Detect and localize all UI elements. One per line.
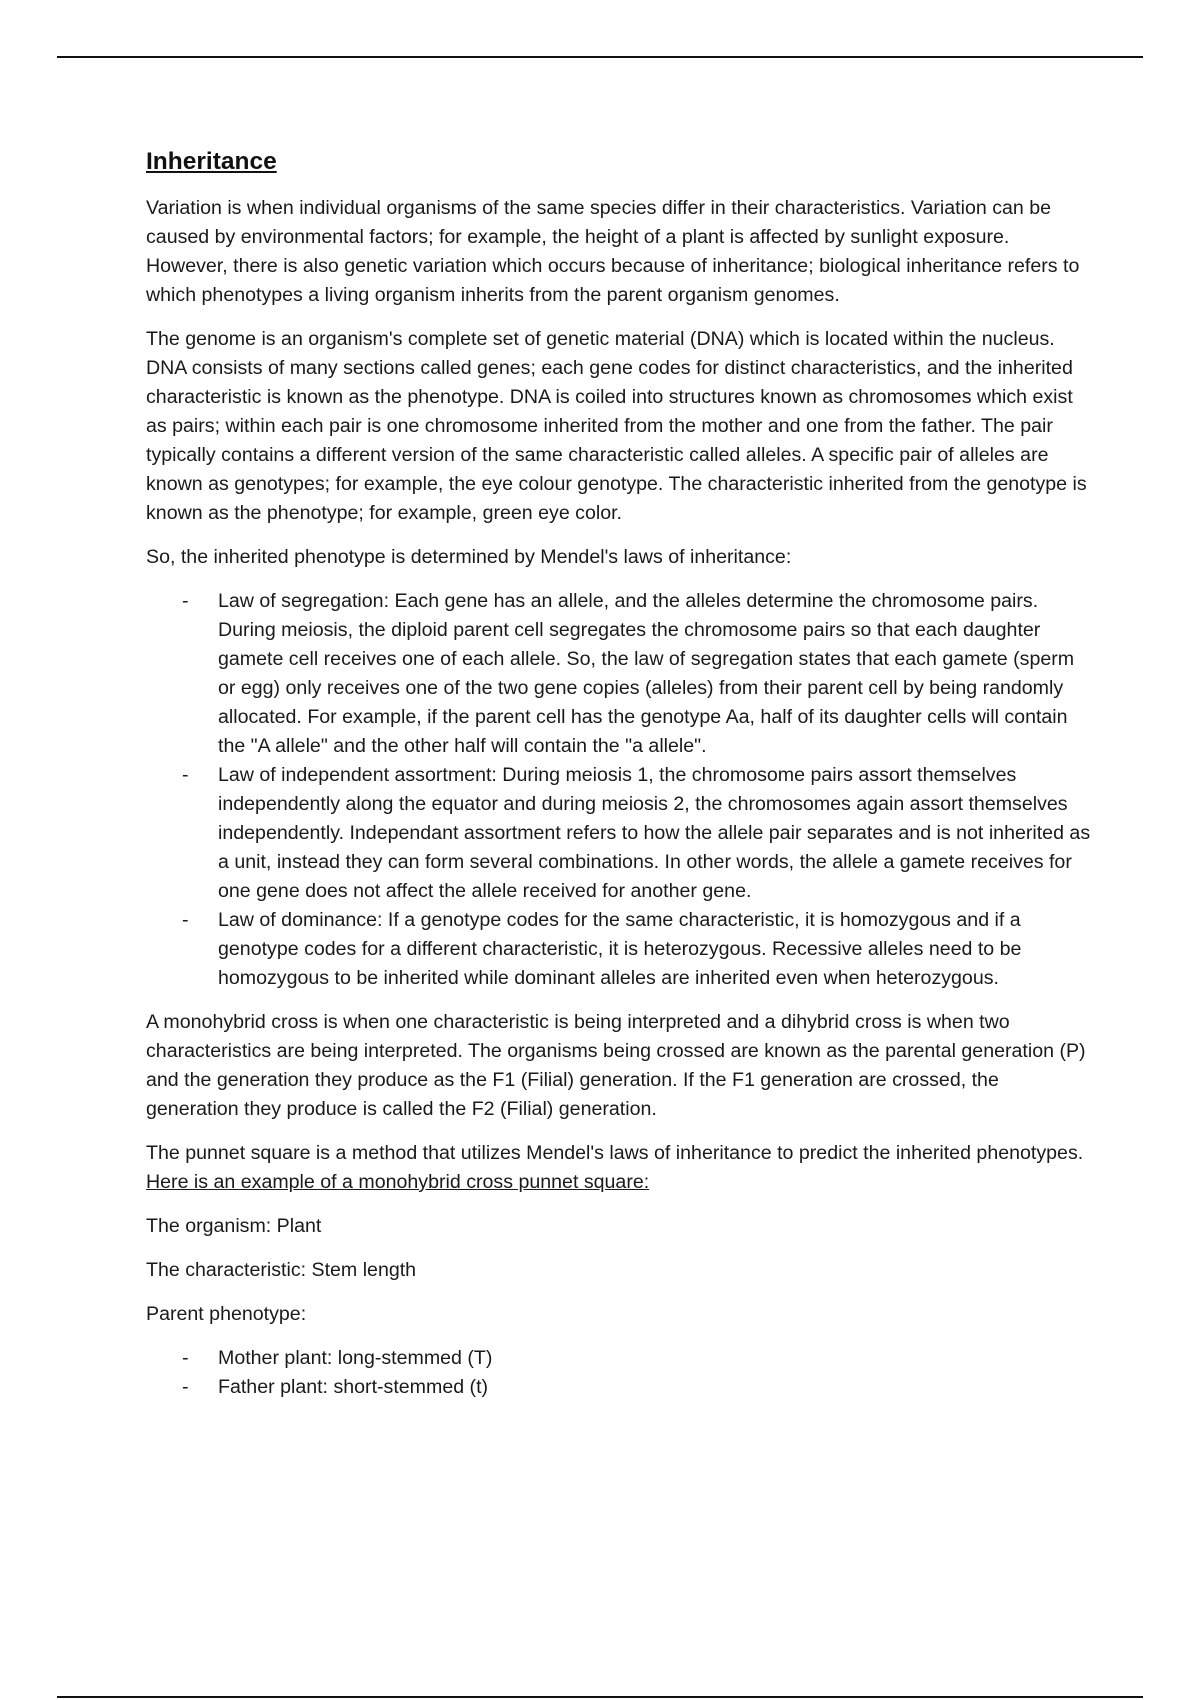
paragraph-mendel-intro: So, the inherited phenotype is determined by Mendel's laws of inheritance: [146,546,792,568]
paragraph-punnet [146,1139,1096,1197]
punnet-example-label: Here is an example of a monohybrid cross punnet square: [146,1171,650,1193]
document-page [146,146,1096,1417]
list-item-text: Law of segregation: Each gene has an allele, and the alleles determine the chromosome pairs. During meiosis, the diploid parent cell segregates the chromosome pairs so that each daughter gamete cell receives one of each allele. So, the law of segregation states that each gamete (sperm or egg) only receives one of the two gene copies (alleles) from their parent cell by being randomly allocated. For example, if the parent cell has the genotype Aa, half of its daughter cells will contain the "A allele" and the other half will contain the "a allele". [218,590,1075,757]
bullet-dash: - [182,1376,189,1398]
list-item-law-segregation [146,587,1096,761]
paragraph-genome: The genome is an organism's complete set of genetic material (DNA) which is located within the nucleus. DNA consists of many sections called genes; each gene codes for distinct characteristics, and the inherited characteristic is known as the phenotype. DNA is coiled into structures known as chromosomes which exist as pairs; within each pair is one chromosome inherited from the mother and one from the father. The pair typically contains a different version of the same characteristic called alleles. A specific pair of alleles are known as genotypes; for example, the eye colour genotype. The characteristic inherited from the genotype is known as the phenotype; for example, green eye color. [146,328,1087,524]
list-item-mother-plant [146,1344,1096,1373]
list-item-text: Mother plant: long-stemmed (T) [218,1347,493,1369]
bullet-dash: - [182,764,189,786]
organism-line: The organism: Plant [146,1215,322,1237]
page-title: Inheritance [146,148,277,175]
footer-rule [57,1696,1143,1698]
list-item-text: Law of independent assortment: During meiosis 1, the chromosome pairs assort themselves independently along the equator and during meiosis 2, the chromosomes again assort themselves independently. Independant assortment refers to how the allele pair separates and is not inherited as a unit, instead they can form several combinations. In other words, the allele a gamete receives for one gene does not affect the allele received for another gene. [218,764,1091,902]
parent-phenotype-label: Parent phenotype: [146,1303,307,1325]
characteristic-line: The characteristic: Stem length [146,1259,417,1281]
paragraph-variation: Variation is when individual organisms of the same species differ in their characteristics. Variation can be caused by environmental factors; for example, the height of a plant is affected by sunlight exposure. However, there is also genetic variation which occurs because of inheritance; biological inheritance refers to which phenotypes a living organism inherits from the parent organism genomes. [146,197,1080,306]
mendel-laws-list [146,587,1096,993]
list-item-text: Law of dominance: If a genotype codes for the same characteristic, it is homozygous and if a genotype codes for a different characteristic, it is heterozygous. Recessive alleles need to be homozygous to be inherited while dominant alleles are inherited even when heterozygous. [218,909,1022,989]
header-rule [57,56,1143,58]
bullet-dash: - [182,1347,189,1369]
parents-list [146,1344,1096,1402]
punnet-intro-text: The punnet square is a method that utilizes Mendel's laws of inheritance to predict the inherited phenotypes. [146,1142,1084,1164]
paragraph-crosses: A monohybrid cross is when one characteristic is being interpreted and a dihybrid cross is when two characteristics are being interpreted. The organisms being crossed are known as the parental generation (P) and the generation they produce as the F1 (Filial) generation. If the F1 generation are crossed, the generation they produce is called the F2 (Filial) generation. [146,1011,1086,1120]
bullet-dash: - [182,590,189,612]
bullet-dash: - [182,909,189,931]
list-item-law-dominance [146,906,1096,993]
list-item-law-independent-assortment [146,761,1096,906]
list-item-father-plant [146,1373,1096,1402]
list-item-text: Father plant: short-stemmed (t) [218,1376,489,1398]
